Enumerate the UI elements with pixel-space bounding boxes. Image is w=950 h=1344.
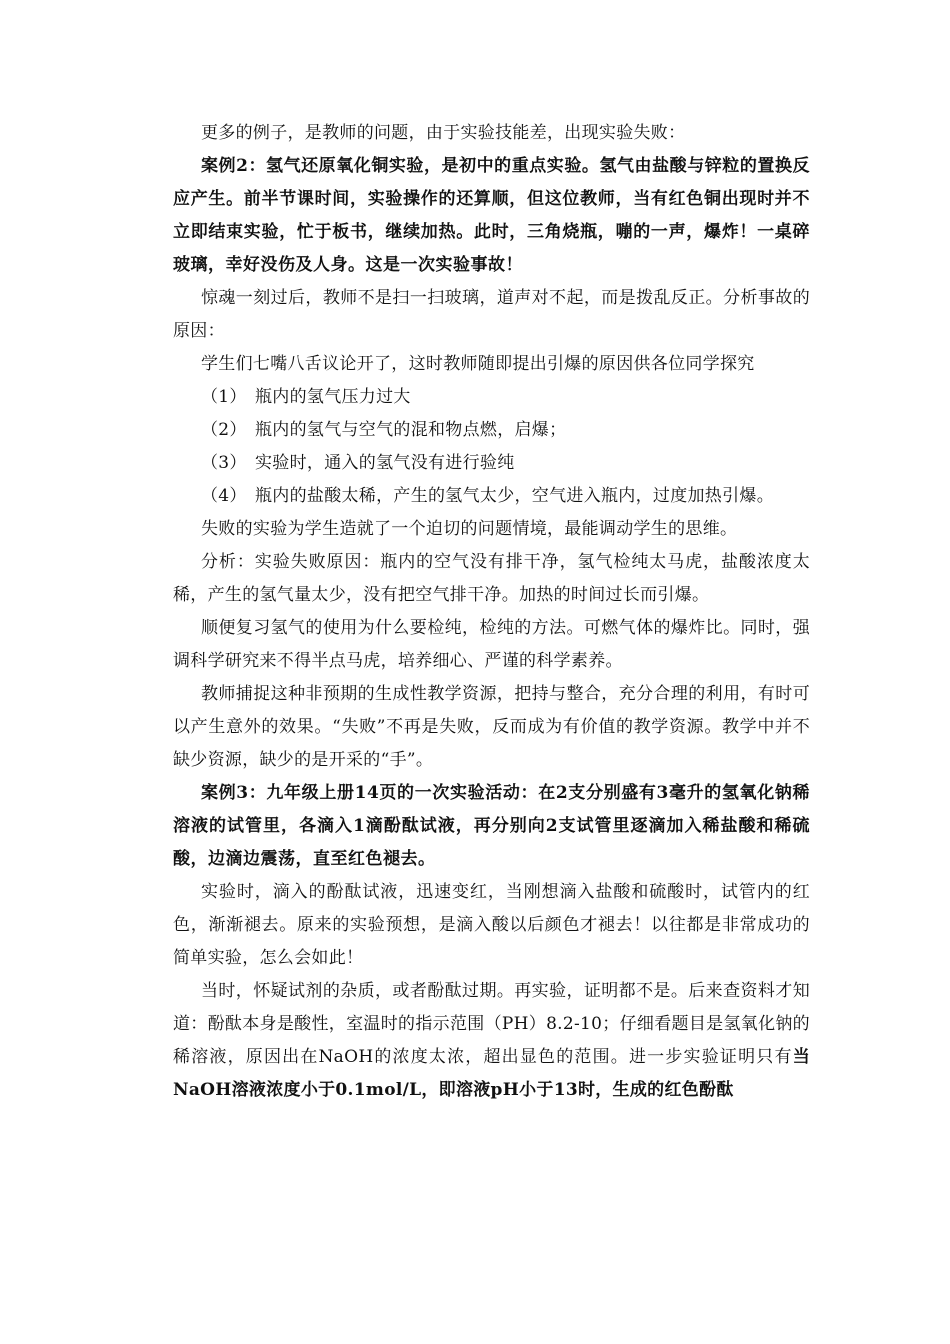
list-item-text: 瓶内的氢气压力过大 bbox=[255, 387, 411, 407]
list-item-text: 瓶内的盐酸太稀，产生的氢气太少，空气进入瓶内，过度加热引爆。 bbox=[255, 486, 774, 506]
list-item bbox=[173, 447, 810, 480]
list-item-text: 瓶内的氢气与空气的混和物点燃，启爆； bbox=[255, 420, 567, 440]
list-item-text: 实验时，通入的氢气没有进行验纯 bbox=[255, 453, 515, 473]
paragraph-aftermath: 惊魂一刻过后，教师不是扫一扫玻璃，道声对不起，而是拨乱反正。分析事故的原因： bbox=[173, 288, 810, 341]
list-item bbox=[173, 381, 810, 414]
list-item-number: （2） bbox=[201, 420, 247, 440]
list-item-number: （3） bbox=[201, 453, 247, 473]
list-item-number: （1） bbox=[201, 387, 247, 407]
list-item-number: （4） bbox=[201, 486, 247, 506]
list-item bbox=[173, 414, 810, 447]
list-item bbox=[173, 480, 810, 513]
paragraph-intro: 更多的例子，是教师的问题，由于实验技能差，出现实验失败： bbox=[201, 123, 686, 143]
paragraph-case-3: 案例3：九年级上册14页的一次实验活动：在2支分别盛有3毫升的氢氧化钠稀溶液的试管里，各滴入1滴酚酞试液，再分别向2支试管里逐滴加入稀盐酸和稀硫酸，边滴边震荡，直至红色褪去。 bbox=[173, 783, 810, 869]
paragraph-investigation-bold: 当NaOH溶液浓度小于0.1mol/L，即溶液pH小于13时，生成的红色酚酞 bbox=[173, 1047, 810, 1100]
paragraph-failure-situation: 失败的实验为学生造就了一个迫切的问题情境，最能调动学生的思维。 bbox=[201, 519, 738, 539]
paragraph-analysis: 分析：实验失败原因：瓶内的空气没有排干净，氢气检纯太马虎，盐酸浓度太稀，产生的氢气量太少，没有把空气排干净。加热的时间过长而引爆。 bbox=[173, 552, 810, 605]
paragraph-review: 顺便复习氢气的使用为什么要检纯，检纯的方法。可燃气体的爆炸比。同时，强调科学研究来不得半点马虎，培养细心、严谨的科学素养。 bbox=[173, 618, 810, 671]
paragraph-investigation bbox=[173, 975, 810, 1107]
paragraph-teaching-resource: 教师捕捉这种非预期的生成性教学资源，把持与整合，充分合理的利用，有时可以产生意外的效果。“失败”不再是失败，反而成为有价值的教学资源。教学中并不缺少资源，缺少的是开采的“手”。 bbox=[173, 684, 810, 770]
paragraph-case-2: 案例2：氢气还原氧化铜实验，是初中的重点实验。氢气由盐酸与锌粒的置换反应产生。前半节课时间，实验操作的还算顺，但这位教师，当有红色铜出现时并不立即结束实验，忙于板书，继续加热。此时，三角烧瓶，嘣的一声，爆炸！一桌碎玻璃，幸好没伤及人身。这是一次实验事故！ bbox=[173, 156, 810, 275]
paragraph-discussion: 学生们七嘴八舌议论开了，这时教师随即提出引爆的原因供各位同学探究 bbox=[201, 354, 755, 374]
paragraph-investigation-text: 当时，怀疑试剂的杂质，或者酚酞过期。再实验，证明都不是。后来查资料才知道：酚酞本身是酸性，室温时的指示范围（PH）8.2-10；仔细看题目是氢氧化钠的稀溶液，原因出在NaOH的浓度太浓，超出显色的范围。进一步实验证明只有 bbox=[173, 981, 810, 1067]
paragraph-experiment: 实验时，滴入的酚酞试液，迅速变红，当刚想滴入盐酸和硫酸时，试管内的红色，渐渐褪去。原来的实验预想，是滴入酸以后颜色才褪去！以往都是非常成功的简单实验，怎么会如此！ bbox=[173, 882, 810, 968]
